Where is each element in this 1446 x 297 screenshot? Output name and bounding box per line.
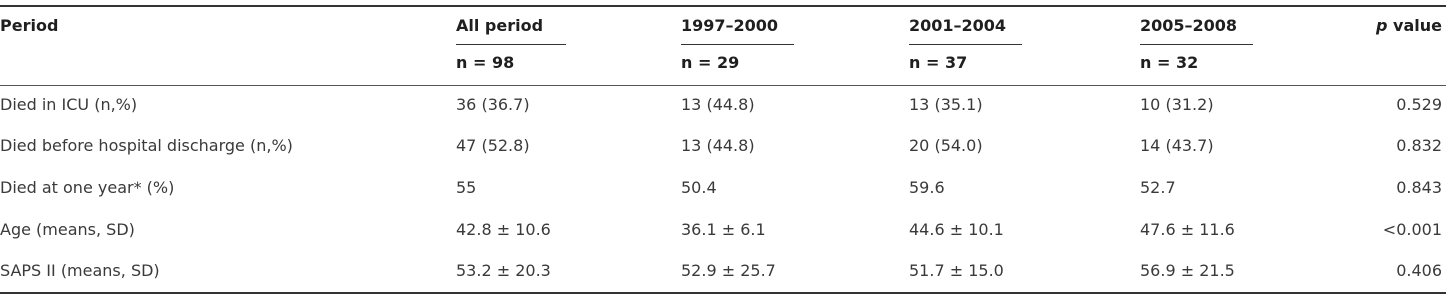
header-p-value-rest: value [1387,16,1442,35]
cell-all-period: 53.2 ± 20.3 [456,261,551,280]
row-label: Died in ICU (n,%) [0,95,138,114]
header-1997-2000: 1997–2000 [681,16,779,35]
table-top-rule [0,5,1446,7]
cell-2005-2008: 52.7 [1140,178,1176,197]
cell-p-value: 0.843 [1396,178,1442,197]
cell-2005-2008: 47.6 ± 11.6 [1140,220,1235,239]
header-p-value [1376,16,1442,36]
header-2001-2004: 2001–2004 [909,16,1007,35]
cell-all-period: 47 (52.8) [456,136,530,155]
cell-2001-2004: 20 (54.0) [909,136,983,155]
cell-2001-2004: 44.6 ± 10.1 [909,220,1004,239]
cell-1997-2000: 13 (44.8) [681,95,755,114]
cell-p-value: 0.406 [1396,261,1442,280]
cell-2005-2008: 10 (31.2) [1140,95,1214,114]
cell-2001-2004: 51.7 ± 15.0 [909,261,1004,280]
header-period: Period [0,16,59,35]
table-header-rule [0,85,1446,86]
header-2001-2004-underline [909,44,1022,45]
subheader-1997-2000: n = 29 [681,53,740,72]
header-2005-2008-underline [1140,44,1253,45]
row-label: Age (means, SD) [0,220,135,239]
cell-all-period: 42.8 ± 10.6 [456,220,551,239]
subheader-all-period: n = 98 [456,53,515,72]
cell-1997-2000: 52.9 ± 25.7 [681,261,776,280]
cell-2005-2008: 14 (43.7) [1140,136,1214,155]
cell-2005-2008: 56.9 ± 21.5 [1140,261,1235,280]
cell-1997-2000: 50.4 [681,178,717,197]
subheader-2005-2008: n = 32 [1140,53,1199,72]
header-all-period: All period [456,16,544,35]
row-label: Died at one year* (%) [0,178,175,197]
cell-all-period: 36 (36.7) [456,95,530,114]
subheader-2001-2004: n = 37 [909,53,968,72]
cell-all-period: 55 [456,178,477,197]
row-label: Died before hospital discharge (n,%) [0,136,293,155]
cell-p-value: <0.001 [1382,220,1442,239]
cell-p-value: 0.529 [1396,95,1442,114]
cell-1997-2000: 36.1 ± 6.1 [681,220,766,239]
header-2005-2008: 2005–2008 [1140,16,1238,35]
cell-p-value: 0.832 [1396,136,1442,155]
table-bottom-rule [0,292,1446,294]
cell-1997-2000: 13 (44.8) [681,136,755,155]
row-label: SAPS II (means, SD) [0,261,160,280]
header-all-period-underline [456,44,566,45]
cell-2001-2004: 13 (35.1) [909,95,983,114]
header-1997-2000-underline [681,44,794,45]
cell-2001-2004: 59.6 [909,178,945,197]
header-p-value-italic: p [1376,16,1388,35]
